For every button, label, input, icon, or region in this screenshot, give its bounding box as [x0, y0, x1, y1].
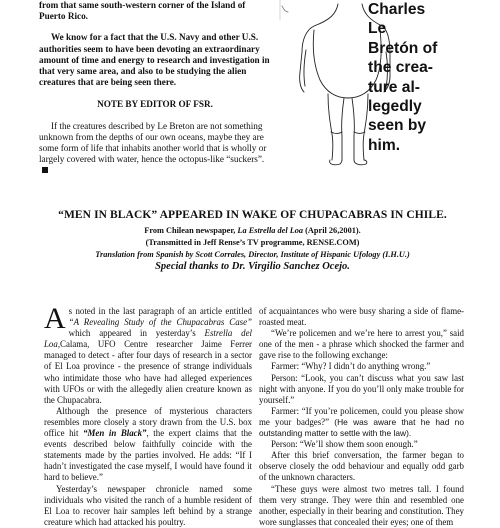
caption-line: Le: [368, 20, 387, 38]
right-paragraph-8: “These guys were almost two metres tall. I found them very strange. They were thin and resembled one another, especially in their bearing and constitution. They wore sunglasses that concealed their eyes; one of them: [259, 483, 464, 527]
caption-line: Charles: [368, 1, 426, 18]
caption-line: ture al-: [368, 78, 420, 96]
body-paragraph-1: [44, 302, 252, 406]
editor-note-text: If the creatures described by Le Breton are not something unknown from the depths of our own oceans, maybe they are some form of life that inhabits another world that is wholly or largely covered with water, hence the octopus-like “suckers”.: [39, 120, 267, 165]
editor-note-heading: NOTE BY EDITOR OF FSR.: [97, 99, 213, 110]
body-left-column: [44, 302, 252, 528]
right-paragraph-1: of acquaintances who were busy sharing a side of flame-roasted meat.: [259, 306, 464, 328]
body-paragraph-2: [44, 406, 252, 484]
right-paragraph-5: [259, 406, 464, 439]
body-right-column: [259, 306, 464, 528]
intro-paragraph-2: We know for a fact that the U.S. Navy and other U.S. authorities seem to have been devoting an extraordinary amount of time and energy to research and investigation in that very same area, and also to be studying the alien creatures that are being seen there.: [39, 32, 270, 88]
caption-line: seen by: [368, 117, 427, 135]
article-transmitted: (Transmitted in Jeff Rense’s TV programme, RENSE.COM): [145, 238, 360, 247]
right-paragraph-7: After this brief conversation, the farmer began to observe closely the odd behaviour and equally odd garb of the unknown characters.: [259, 450, 464, 483]
article-source: [40, 226, 465, 236]
intro-paragraph-1: from that same south-western corner of the Island of Puerto Rico.: [39, 0, 246, 22]
right-paragraph-4: Person: “Look, you can’t discuss what you saw last night with anyone. If you do you’ll only make trouble for yourself.”: [259, 372, 464, 405]
p1-title: “A Revealing Study of the Chupacabras Case”: [68, 317, 252, 328]
p1c: ,Calama, UFO Centre researcher Jaime Ferrer managed to detect - after four days of research in a sector of El Loa province - the presence of strange individuals who intimidate those who have had alleged experiences with UFOs or with the allegedly alien creature known as the Chupacabra.: [44, 339, 252, 405]
end-mark-square: [42, 167, 48, 173]
p2b: , the expert claims that the events described below faithfully coincide with the statements made by the parties involved. He adds: “If I hadn’t investigated the case myself, I would have found it hard to believe.”: [44, 428, 252, 483]
body-paragraph-3: Yesterday’s newspaper chronicle named some individuals who visited the ranch of a humble resident of El Loa to recover hair samples left behind by a strange creature which had attacked his poultry.: [44, 483, 252, 527]
article-headline: “MEN IN BLACK” APPEARED IN WAKE OF CHUPACABRAS IN CHILE.: [58, 209, 447, 221]
p5b: (He was aware that he had no outstanding matter to settle with the law).: [259, 416, 464, 439]
p5a: Farmer: “If you’re policemen, could you please show me your badges?”: [259, 405, 464, 427]
source-post: (April 26,2001).: [303, 226, 361, 235]
p1-paper: Estrella del Loa: [44, 328, 252, 350]
intro-column: [39, 0, 271, 177]
p2a: Although the presence of mysterious characters resembles more closely a story drawn from the U.S. box office hit: [44, 405, 252, 439]
drop-cap: A: [44, 302, 66, 335]
source-paper: La Estrella del Loa: [237, 226, 304, 235]
right-paragraph-6: Person: “We’ll show them soon enough.”: [271, 439, 418, 450]
figure-caption: [368, 0, 473, 155]
p1a: s noted in the last paragraph of an article entitled: [68, 306, 252, 316]
article-thanks: Special thanks to Dr. Virgilio Sanchez Ocejo.: [155, 261, 350, 272]
article-translation: Translation from Spanish by Scott Corrales, Director, Institute of Hispanic Ufology (I.H.U.): [95, 250, 410, 259]
p2-film: “Men in Black”: [83, 428, 147, 439]
right-paragraph-3: Farmer: “Why? I didn’t do anything wrong.”: [271, 361, 431, 372]
caption-line: him.: [368, 136, 401, 154]
p1b: which appeared in yesterday’s: [68, 328, 205, 339]
caption-line: Bretón of: [368, 39, 438, 57]
caption-line: legedly: [368, 98, 422, 116]
caption-line: the crea-: [368, 59, 434, 77]
editor-note-body: [39, 121, 271, 177]
source-pre: From Chilean newspaper,: [144, 226, 238, 235]
right-paragraph-2: “We’re policemen and we’re here to arrest you,” said one of the men - a phrase which shocked the farmer and gave rise to the following exchange:: [259, 328, 464, 361]
